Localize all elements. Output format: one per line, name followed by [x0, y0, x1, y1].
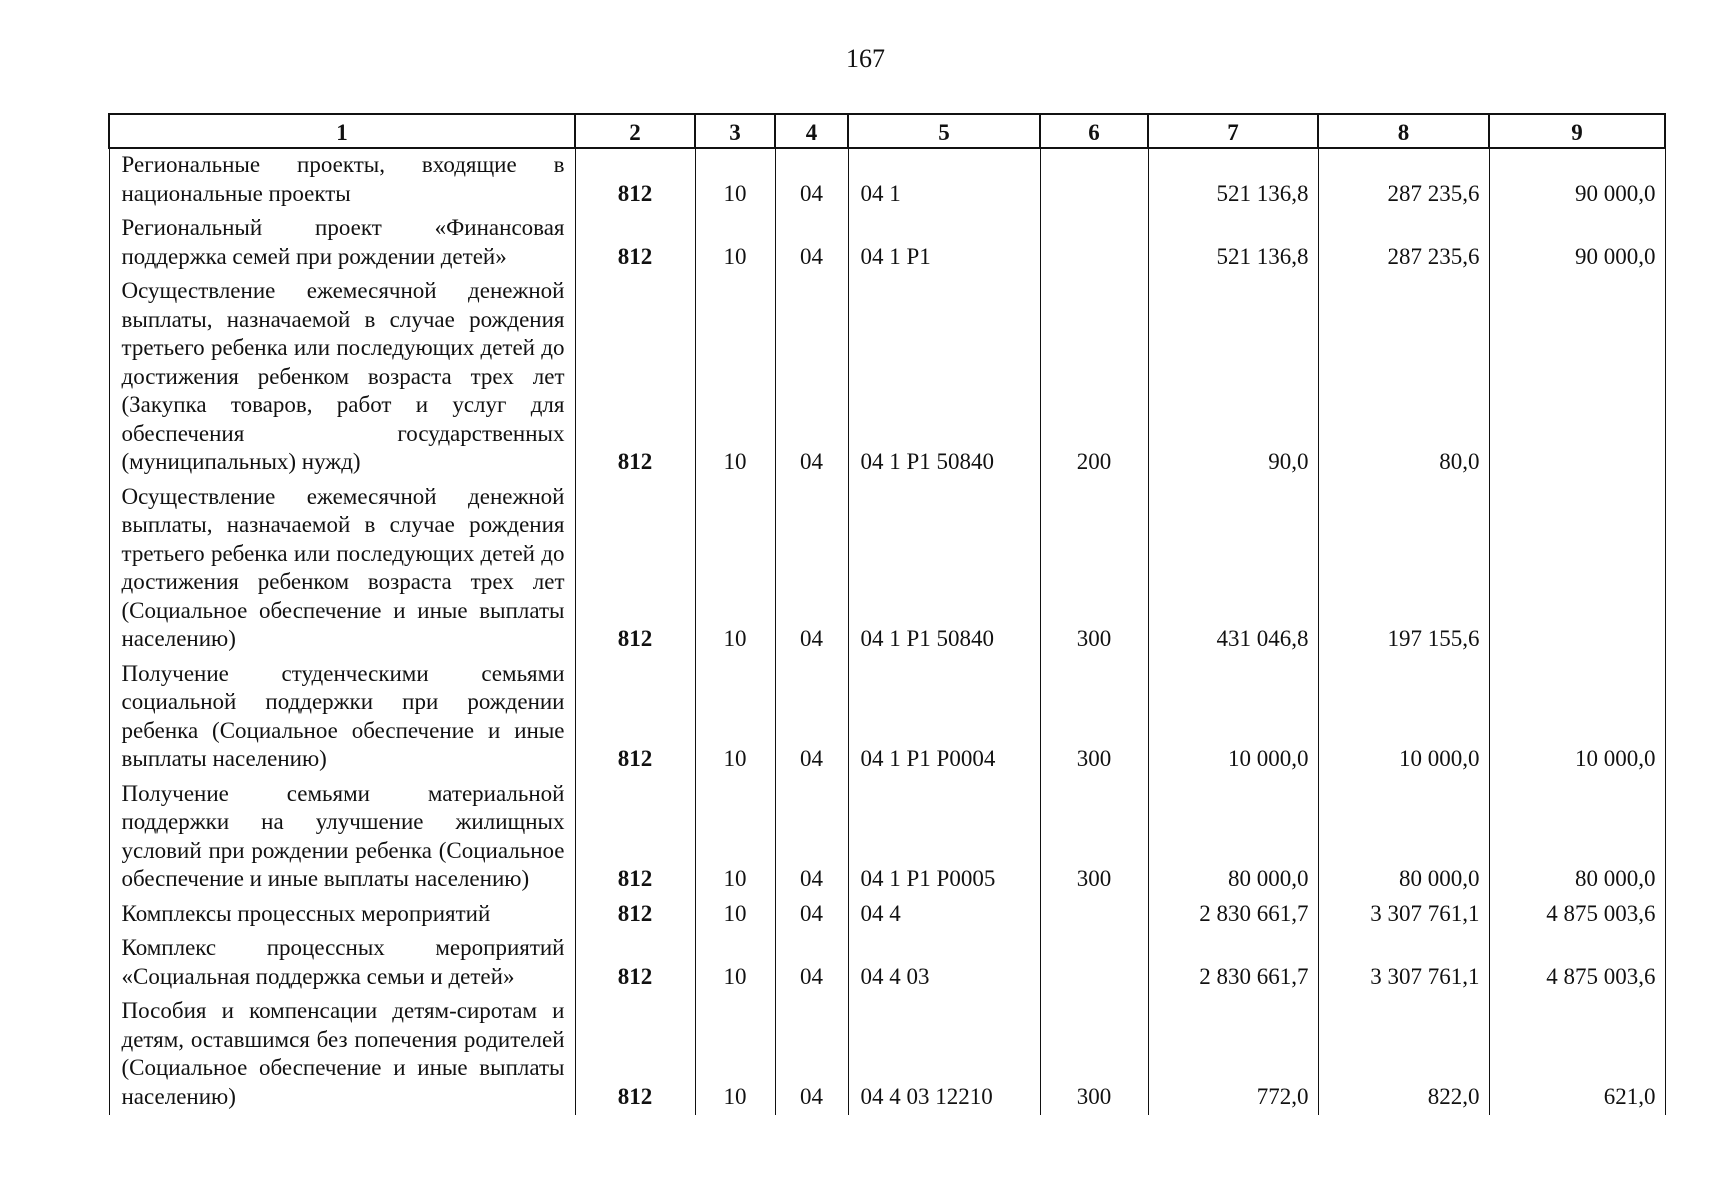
row-name-cell: Получение студенческими семьями социальной поддержки при рождении ребенка (Социальное обеспечение и иные выплаты населению) — [109, 658, 575, 778]
section-cell: 10 — [695, 932, 775, 995]
table-row — [109, 275, 1665, 481]
budget-table — [108, 113, 1666, 1115]
table-row — [109, 778, 1665, 898]
column-header-7: 7 — [1148, 114, 1318, 148]
column-header-9: 9 — [1489, 114, 1665, 148]
column-header-8: 8 — [1318, 114, 1489, 148]
amount-col8-cell: 287 235,6 — [1318, 148, 1489, 212]
row-name-cell: Получение семьями материальной поддержки на улучшение жилищных условий при рождении ребенка (Социальное обеспечение и иные выплаты населению) — [109, 778, 575, 898]
amount-col7-cell: 80 000,0 — [1148, 778, 1318, 898]
expense-type-cell — [1040, 932, 1148, 995]
amount-col8-cell: 822,0 — [1318, 995, 1489, 1115]
expense-type-cell: 200 — [1040, 275, 1148, 481]
row-name-cell: Региональные проекты, входящие в национальные проекты — [109, 148, 575, 212]
amount-col7-cell: 2 830 661,7 — [1148, 898, 1318, 933]
amount-col8-cell: 80,0 — [1318, 275, 1489, 481]
amount-col9-cell — [1489, 275, 1665, 481]
table-row — [109, 481, 1665, 658]
row-name-cell: Региональный проект «Финансовая поддержка семей при рождении детей» — [109, 212, 575, 275]
target-article-cell: 04 4 03 12210 — [848, 995, 1040, 1115]
amount-col8-cell: 3 307 761,1 — [1318, 932, 1489, 995]
amount-col8-cell: 287 235,6 — [1318, 212, 1489, 275]
subsection-cell: 04 — [775, 932, 848, 995]
amount-col9-cell: 90 000,0 — [1489, 212, 1665, 275]
subsection-cell: 04 — [775, 212, 848, 275]
subsection-cell: 04 — [775, 148, 848, 212]
row-name-cell: Осуществление ежемесячной денежной выплаты, назначаемой в случае рождения третьего ребенка или последующих детей до достижения ребенком возраста трех лет (Социальное обеспечение и иные выплаты населению) — [109, 481, 575, 658]
table-row — [109, 898, 1665, 933]
amount-col9-cell: 10 000,0 — [1489, 658, 1665, 778]
expense-type-cell: 300 — [1040, 481, 1148, 658]
row-name-cell: Осуществление ежемесячной денежной выплаты, назначаемой в случае рождения третьего ребенка или последующих детей до достижения ребенком возраста трех лет (Закупка товаров, работ и услуг для обеспечения государственных (муниципальных) нужд) — [109, 275, 575, 481]
table-row — [109, 932, 1665, 995]
expense-type-cell: 300 — [1040, 995, 1148, 1115]
target-article-cell: 04 1 P1 50840 — [848, 275, 1040, 481]
target-article-cell: 04 4 — [848, 898, 1040, 933]
amount-col7-cell: 2 830 661,7 — [1148, 932, 1318, 995]
amount-col9-cell: 621,0 — [1489, 995, 1665, 1115]
expense-type-cell: 300 — [1040, 658, 1148, 778]
amount-col7-cell: 521 136,8 — [1148, 148, 1318, 212]
expense-type-cell — [1040, 898, 1148, 933]
section-cell: 10 — [695, 481, 775, 658]
amount-col8-cell: 80 000,0 — [1318, 778, 1489, 898]
code-cell: 812 — [575, 658, 695, 778]
expense-type-cell — [1040, 148, 1148, 212]
amount-col7-cell: 431 046,8 — [1148, 481, 1318, 658]
amount-col7-cell: 10 000,0 — [1148, 658, 1318, 778]
table-row — [109, 658, 1665, 778]
amount-col8-cell: 197 155,6 — [1318, 481, 1489, 658]
amount-col8-cell: 10 000,0 — [1318, 658, 1489, 778]
amount-col7-cell: 521 136,8 — [1148, 212, 1318, 275]
subsection-cell: 04 — [775, 275, 848, 481]
amount-col8-cell: 3 307 761,1 — [1318, 898, 1489, 933]
header-row — [109, 114, 1665, 148]
subsection-cell: 04 — [775, 481, 848, 658]
column-header-4: 4 — [775, 114, 848, 148]
column-header-1: 1 — [109, 114, 575, 148]
amount-col9-cell: 80 000,0 — [1489, 778, 1665, 898]
section-cell: 10 — [695, 995, 775, 1115]
column-header-3: 3 — [695, 114, 775, 148]
table-row — [109, 995, 1665, 1115]
row-name-cell: Пособия и компенсации детям-сиротам и детям, оставшимся без попечения родителей (Социальное обеспечение и иные выплаты населению) — [109, 995, 575, 1115]
section-cell: 10 — [695, 778, 775, 898]
column-header-5: 5 — [848, 114, 1040, 148]
section-cell: 10 — [695, 148, 775, 212]
amount-col9-cell: 90 000,0 — [1489, 148, 1665, 212]
column-header-6: 6 — [1040, 114, 1148, 148]
table-row — [109, 148, 1665, 212]
amount-col7-cell: 772,0 — [1148, 995, 1318, 1115]
page-number: 167 — [846, 44, 885, 73]
expense-type-cell: 300 — [1040, 778, 1148, 898]
code-cell: 812 — [575, 148, 695, 212]
target-article-cell: 04 1 — [848, 148, 1040, 212]
target-article-cell: 04 1 P1 P0005 — [848, 778, 1040, 898]
section-cell: 10 — [695, 658, 775, 778]
expense-type-cell — [1040, 212, 1148, 275]
subsection-cell: 04 — [775, 778, 848, 898]
amount-col9-cell — [1489, 481, 1665, 658]
table-row — [109, 212, 1665, 275]
section-cell: 10 — [695, 212, 775, 275]
code-cell: 812 — [575, 932, 695, 995]
amount-col9-cell: 4 875 003,6 — [1489, 898, 1665, 933]
code-cell: 812 — [575, 481, 695, 658]
section-cell: 10 — [695, 275, 775, 481]
target-article-cell: 04 1 P1 — [848, 212, 1040, 275]
target-article-cell: 04 1 P1 P0004 — [848, 658, 1040, 778]
column-header-2: 2 — [575, 114, 695, 148]
target-article-cell: 04 4 03 — [848, 932, 1040, 995]
code-cell: 812 — [575, 275, 695, 481]
code-cell: 812 — [575, 212, 695, 275]
subsection-cell: 04 — [775, 898, 848, 933]
row-name-cell: Комплексы процессных мероприятий — [109, 898, 575, 933]
table-body — [109, 148, 1665, 1115]
code-cell: 812 — [575, 898, 695, 933]
row-name-cell: Комплекс процессных мероприятий «Социальная поддержка семьи и детей» — [109, 932, 575, 995]
code-cell: 812 — [575, 778, 695, 898]
section-cell: 10 — [695, 898, 775, 933]
code-cell: 812 — [575, 995, 695, 1115]
target-article-cell: 04 1 P1 50840 — [848, 481, 1040, 658]
amount-col7-cell: 90,0 — [1148, 275, 1318, 481]
subsection-cell: 04 — [775, 658, 848, 778]
amount-col9-cell: 4 875 003,6 — [1489, 932, 1665, 995]
subsection-cell: 04 — [775, 995, 848, 1115]
